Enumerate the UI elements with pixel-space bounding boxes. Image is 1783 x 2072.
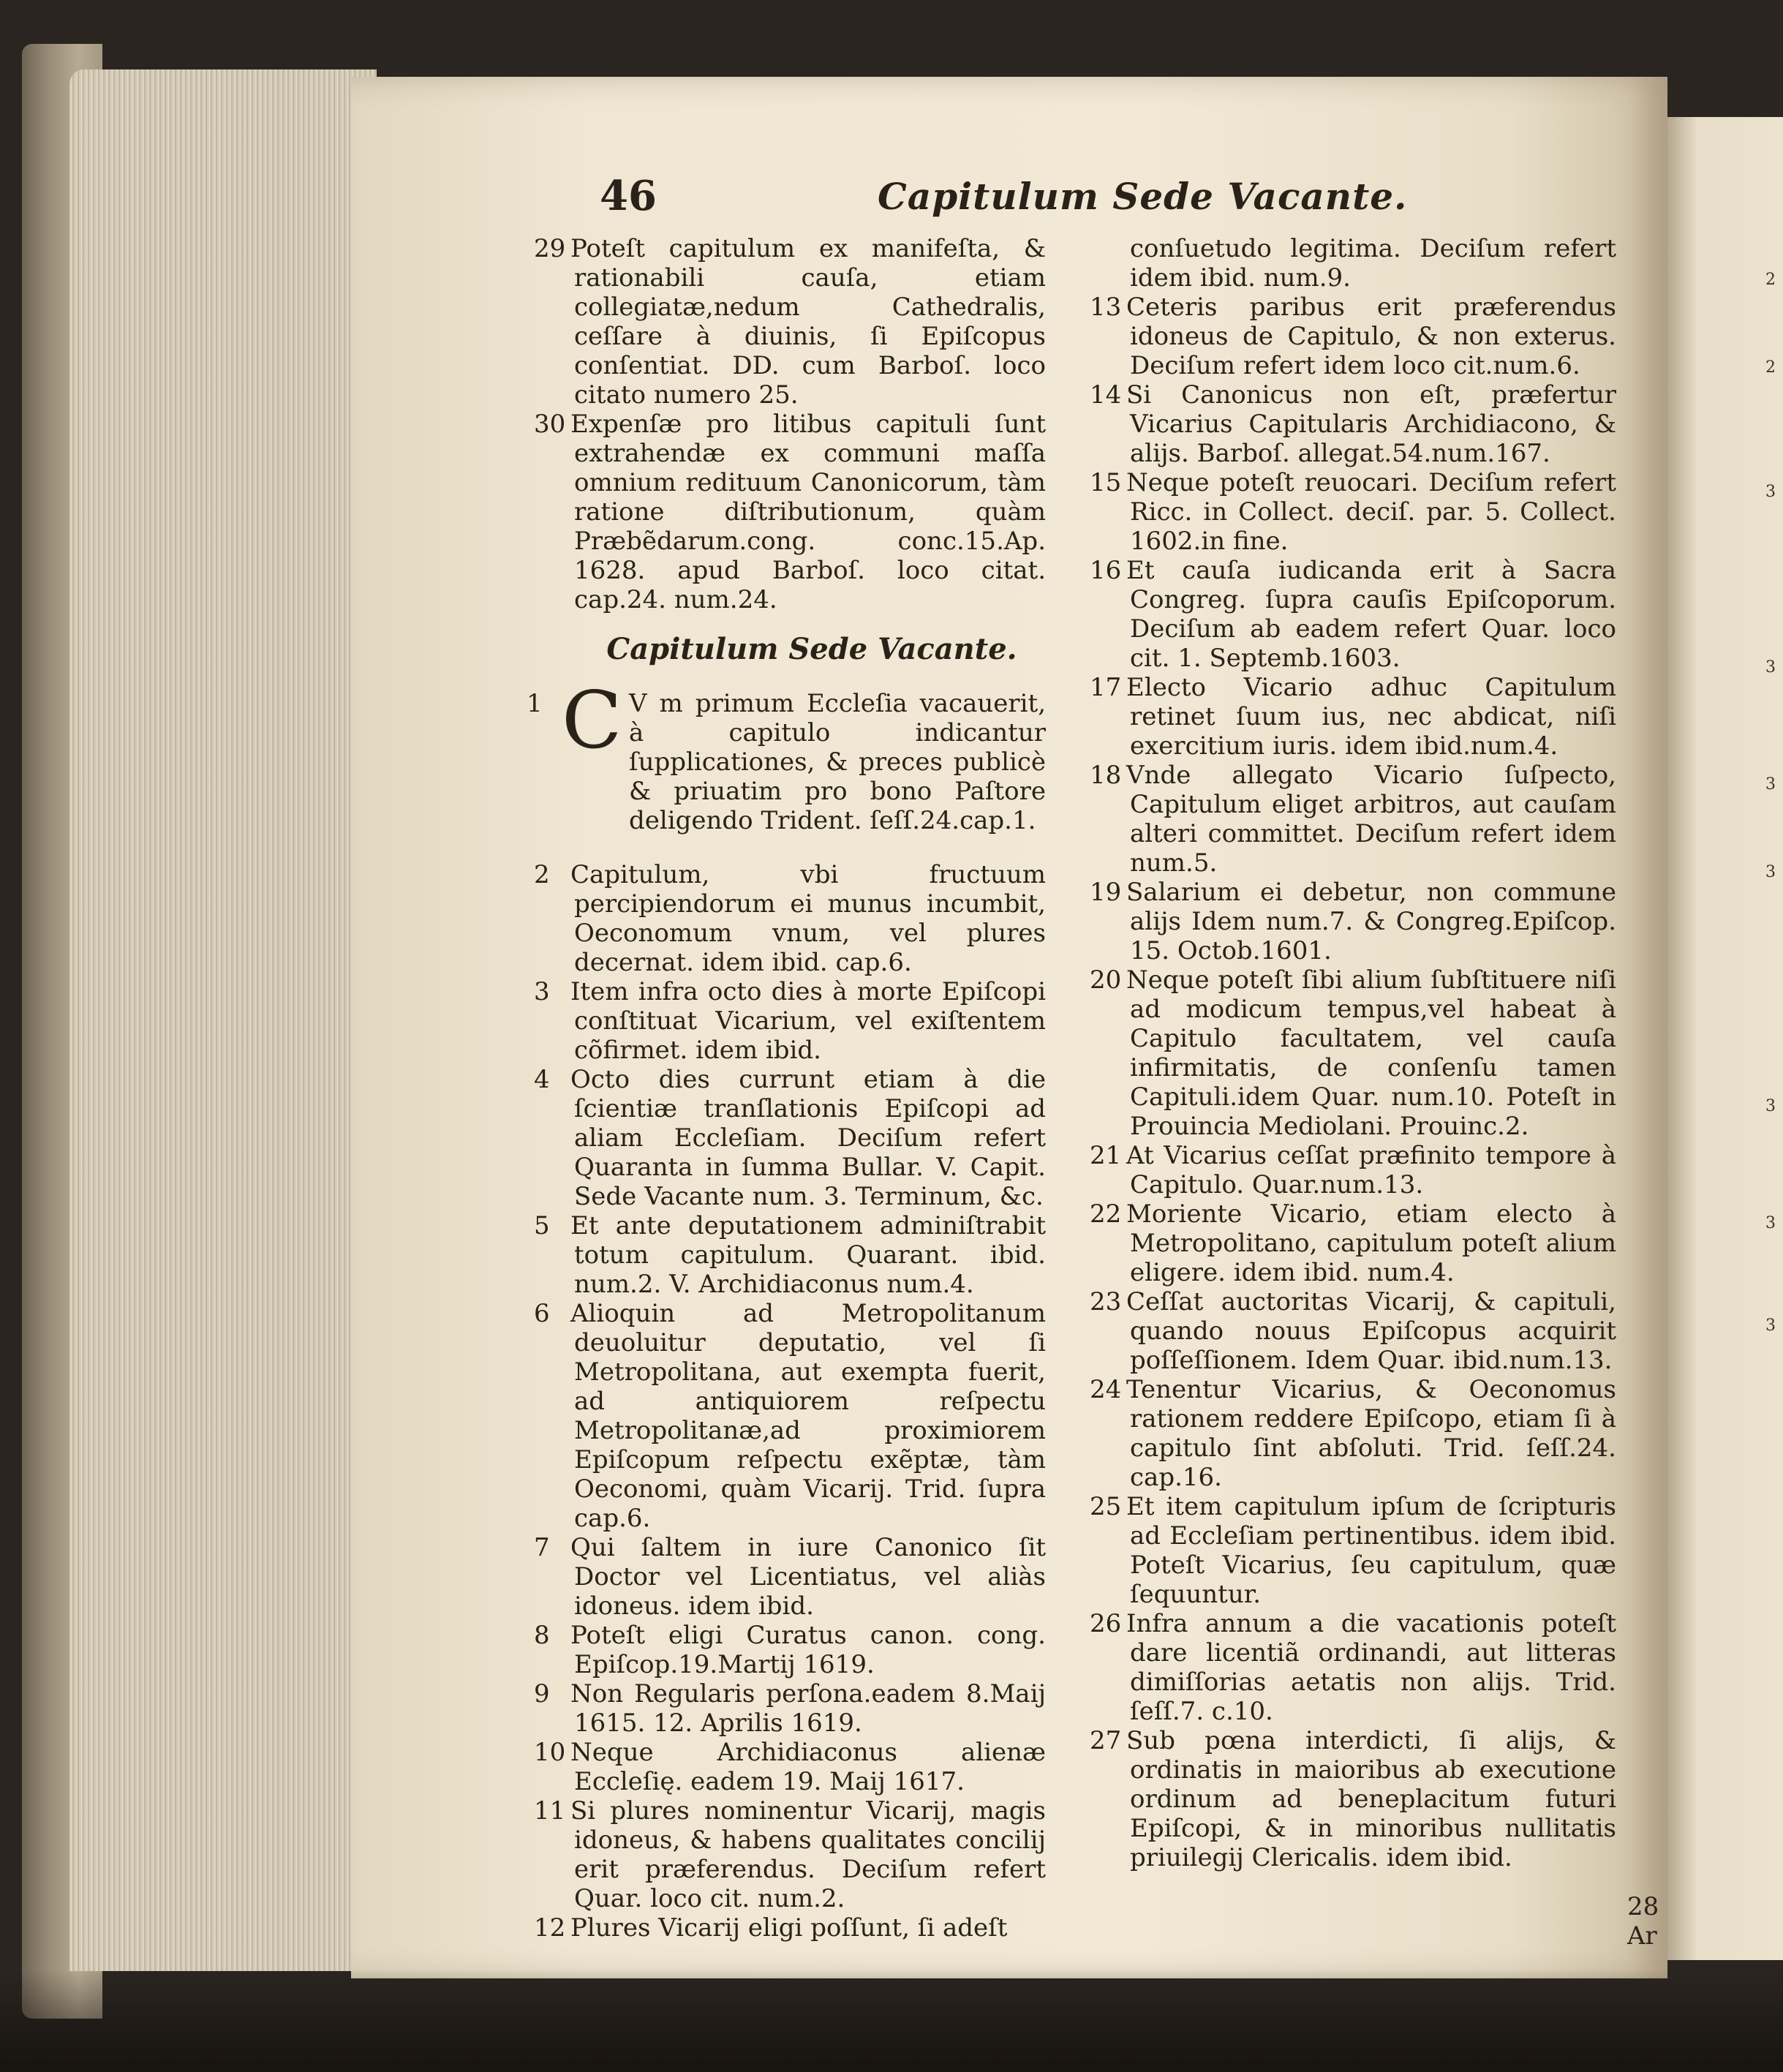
entry-text: Qui ſaltem in iure Canonico ſit Doctor vel Licentiatus, vel aliàs idoneus. idem ibid. (570, 1533, 1046, 1621)
entry-number: 4 (534, 1065, 550, 1094)
facing-page-number: 2 (1765, 358, 1776, 377)
entry-number: 19 (1090, 878, 1122, 907)
entry-number: 8 (534, 1621, 550, 1650)
catchword: 28 Ar (1627, 1892, 1659, 1951)
facing-page-number: 3 (1765, 863, 1776, 881)
entry-text: V m primum Eccleſia vacauerit, à capitulo indicantur ſupplicationes, & preces publicè & priuatim pro bono Paſtore deligendo Trident. ſeſſ.24.cap.1. (629, 689, 1046, 835)
entry-text: Neque poteſt reuocari. Deciſum refert Ricc. in Collect. deciſ. par. 5. Collect. 1602.in fine. (1126, 468, 1616, 556)
entry-text: At Vicarius ceſſat præfinito tempore à Capitulo. Quar.num.13. (1126, 1141, 1616, 1199)
entry-number: 6 (534, 1299, 550, 1328)
entry (534, 1738, 1046, 1796)
entry-number: 15 (1090, 468, 1122, 497)
entry (1090, 761, 1616, 878)
entry-number: 23 (1090, 1287, 1122, 1316)
entry (1090, 1141, 1616, 1199)
entry-number: 12 (534, 1913, 566, 1943)
entry (534, 1065, 1046, 1211)
entry-text: Vnde allegato Vicario ſuſpecto, Capitulum eliget arbitros, aut cauſam alteri committet. Deciſum refert idem num.5. (1126, 761, 1616, 878)
facing-page-number: 2 (1765, 271, 1776, 289)
entry-text: Octo dies currunt etiam à die ſcientiæ tranſlationis Epiſcopi ad aliam Eccleſiam. Deciſum refert Quaranta in ſumma Bullar. V. Capit. Sede Vacante num. 3. Terminum, &c. (570, 1065, 1046, 1211)
entry-text: Infra annum a die vacationis poteſt dare licentiã ordinandi, aut litteras dimiſſorias aetatis non aliјs. Trid. ſeſſ.7. c.10. (1126, 1609, 1616, 1726)
facing-page-number: 3 (1765, 1316, 1776, 1335)
entry (1090, 1492, 1616, 1609)
page-header (351, 172, 1667, 230)
entry (534, 977, 1046, 1065)
entry-number: 1 (527, 689, 543, 718)
entry (1090, 673, 1616, 761)
book-page (351, 77, 1667, 1978)
entry (1090, 965, 1616, 1141)
entry-number: 22 (1090, 1199, 1122, 1229)
facing-page-number: 3 (1765, 1097, 1776, 1115)
entry-number: 3 (534, 977, 550, 1006)
continuation-text: conſuetudo legitima. Deciſum refert idem ibid. num.9. (1130, 234, 1616, 293)
entry-text: Si Canonicus non eſt, præfertur Vicarius Capitularis Archidiacono, & aliјs. Barboſ. allegat.54.num.167. (1126, 380, 1616, 468)
entry (1090, 468, 1616, 556)
entry-text: Capitulum, vbi fructuum percipiendorum ei munus incumbit, Oeconomum vnum, vel plures decernat. idem ibid. cap.6. (570, 860, 1046, 977)
entry-number: 7 (534, 1533, 550, 1562)
entry-text: Alioquin ad Metropolitanum deuoluitur deputatio, vel ſi Metropolitana, aut exempta fuerit, ad antiquiorem reſpectu Metropolitanæ,ad proximiorem Epiſcopum reſpectu exẽptæ, tàm Oeconomi, quàm Vicarij. Trid. ſupra cap.6. (570, 1299, 1046, 1533)
page-edges (69, 69, 377, 1971)
entry (1090, 380, 1616, 468)
entry-number: 25 (1090, 1492, 1122, 1521)
entry-number: 24 (1090, 1375, 1122, 1404)
entry-text: Poteſt capitulum ex manifeſta, & rationabili cauſa, etiam collegiatæ,nedum Cathedralis, ceſſare à diuinis, ſi Epiſcopus conſentiat. DD. cum Barboſ. loco citato numero 25. (570, 234, 1046, 410)
entry-number: 21 (1090, 1141, 1122, 1170)
entry-number: 30 (534, 410, 566, 439)
entry-number: 2 (534, 860, 550, 889)
entry-text: Neque Archidiaconus alienæ Eccleſię. eadem 19. Maij 1617. (570, 1738, 1046, 1796)
entry-text: Ceſſat auctoritas Vicarij, & capituli, quando nouus Epiſcopus acquirit poſſeſſionem. Idem Quar. ibid.num.13. (1126, 1287, 1616, 1375)
facing-page-number: 3 (1765, 775, 1776, 794)
running-title: Capitulum Sede Vacante. (878, 175, 1408, 218)
drop-capital: C (562, 675, 622, 766)
entry-number: 17 (1090, 673, 1122, 702)
entry (1090, 1199, 1616, 1287)
entry (1090, 556, 1616, 673)
entry (534, 1621, 1046, 1679)
entry-with-dropcap (527, 675, 1046, 835)
entry-text: Non Regularis perſona.eadem 8.Maij 1615. 12. Aprilis 1619. (570, 1679, 1046, 1738)
entry-number: 20 (1090, 965, 1122, 995)
facing-page-number: 3 (1765, 483, 1776, 501)
entry-number: 26 (1090, 1609, 1122, 1638)
entry-number: 9 (534, 1679, 550, 1709)
entry (1090, 1609, 1616, 1726)
entry-number: 27 (1090, 1726, 1122, 1755)
page-number: 46 (600, 172, 657, 220)
entry-number: 10 (534, 1738, 566, 1767)
left-column (527, 234, 1046, 1943)
entry-text: Et cauſa iudicanda erit à Sacra Congreg. ſupra cauſis Epiſcoporum. Deciſum ab eadem refert Quar. loco cit. 1. Septemb.1603. (1126, 556, 1616, 673)
entry-text: Sub pœna interdicti, ſi aliјs, & ordinatis in maioribus ab executione ordinum ad beneplacitum futuri Epiſcopi, & in minoribus nullitatis priuilegij Clericalis. idem ibid. (1126, 1726, 1616, 1872)
entry-text: Poteſt eligi Curatus canon. cong. Epiſcop.19.Martij 1619. (570, 1621, 1046, 1679)
entry (534, 1533, 1046, 1621)
entry-text: Et item capitulum ipſum de ſcripturis ad Eccleſiam pertinentibus. idem ibid. Poteſt Vicarius, ſeu capitulum, quæ ſequuntur. (1126, 1492, 1616, 1609)
entry (1090, 293, 1616, 380)
entry (1090, 1375, 1616, 1492)
facing-page-number: 3 (1765, 1214, 1776, 1232)
entry (1090, 878, 1616, 965)
entry-number: 13 (1090, 293, 1122, 322)
entry (534, 234, 1046, 410)
entry (534, 1679, 1046, 1738)
entry (1090, 1726, 1616, 1872)
entry-number: 18 (1090, 761, 1122, 790)
entry-number: 11 (534, 1796, 566, 1826)
entry-text: Electo Vicario adhuc Capitulum retinet ſuum ius, nec abdicat, niſi exercitium iuris. idem ibid.num.4. (1126, 673, 1616, 761)
facing-page-number: 3 (1765, 658, 1776, 677)
entry-text: Neque poteſt ſibi alium ſubſtituere niſi ad modicum tempus,vel habeat à Capitulo facultatem, vel cauſa infirmitatis, de conſenſu tamen Capituli.idem Quar. num.10. Poteſt in Prouincia Mediolani. Prouinc.2. (1126, 965, 1616, 1141)
entry-text: Et ante deputationem adminiſtrabit totum capitulum. Quarant. ibid. num.2. V. Archidiaconus num.4. (570, 1211, 1046, 1299)
entry-text: Tenentur Vicarius, & Oeconomus rationem reddere Epiſcopo, etiam ſi à capitulo ſint abſoluti. Trid. ſeſſ.24. cap.16. (1126, 1375, 1616, 1492)
facing-page-fragment (1660, 117, 1783, 1960)
entry-text: Ceteris paribus erit præferendus idoneus de Capitulo, & non exterus. Deciſum refert idem loco cit.num.6. (1126, 293, 1616, 380)
entry (1090, 1287, 1616, 1375)
entry-text: Si plures nominentur Vicarij, magis idoneus, & habens qualitates concilij erit præferendus. Deciſum refert Quar. loco cit. num.2. (570, 1796, 1046, 1913)
entry-text: Plures Vicarij eligi poſſunt, ſi adeſt (570, 1913, 1008, 1943)
entry (534, 1913, 1046, 1943)
entry-number: 14 (1090, 380, 1122, 410)
entry-number: 29 (534, 234, 566, 263)
entry-text: Expenſæ pro litibus capituli ſunt extrahendæ ex communi maſſa omnium redituum Canonicorum, tàm ratione diſtributionum, quàm Præbẽdarum.cong. conc.15.Ap. 1628. apud Barboſ. loco citat. cap.24. num.24. (570, 410, 1046, 614)
entry (534, 1211, 1046, 1299)
entry (534, 1299, 1046, 1533)
section-title: Capitulum Sede Vacante. (606, 632, 1017, 666)
entry-text: Item infra octo dies à morte Epiſcopi conſtituat Vicarium, vel exiſtentem cõfirmet. idem ibid. (570, 977, 1046, 1065)
right-column (1090, 234, 1616, 1872)
entry (534, 410, 1046, 614)
entry-number: 16 (1090, 556, 1122, 585)
entry-number: 5 (534, 1211, 550, 1240)
bottom-shadow (0, 1970, 1783, 2072)
entry-text: Salarium ei debetur, non commune aliјs Idem num.7. & Congreg.Epiſcop. 15. Octob.1601. (1126, 878, 1616, 965)
entry (534, 860, 1046, 977)
entry (534, 1796, 1046, 1913)
entry-text: Moriente Vicario, etiam electo à Metropolitano, capitulum poteſt alium eligere. idem ibid. num.4. (1126, 1199, 1616, 1287)
